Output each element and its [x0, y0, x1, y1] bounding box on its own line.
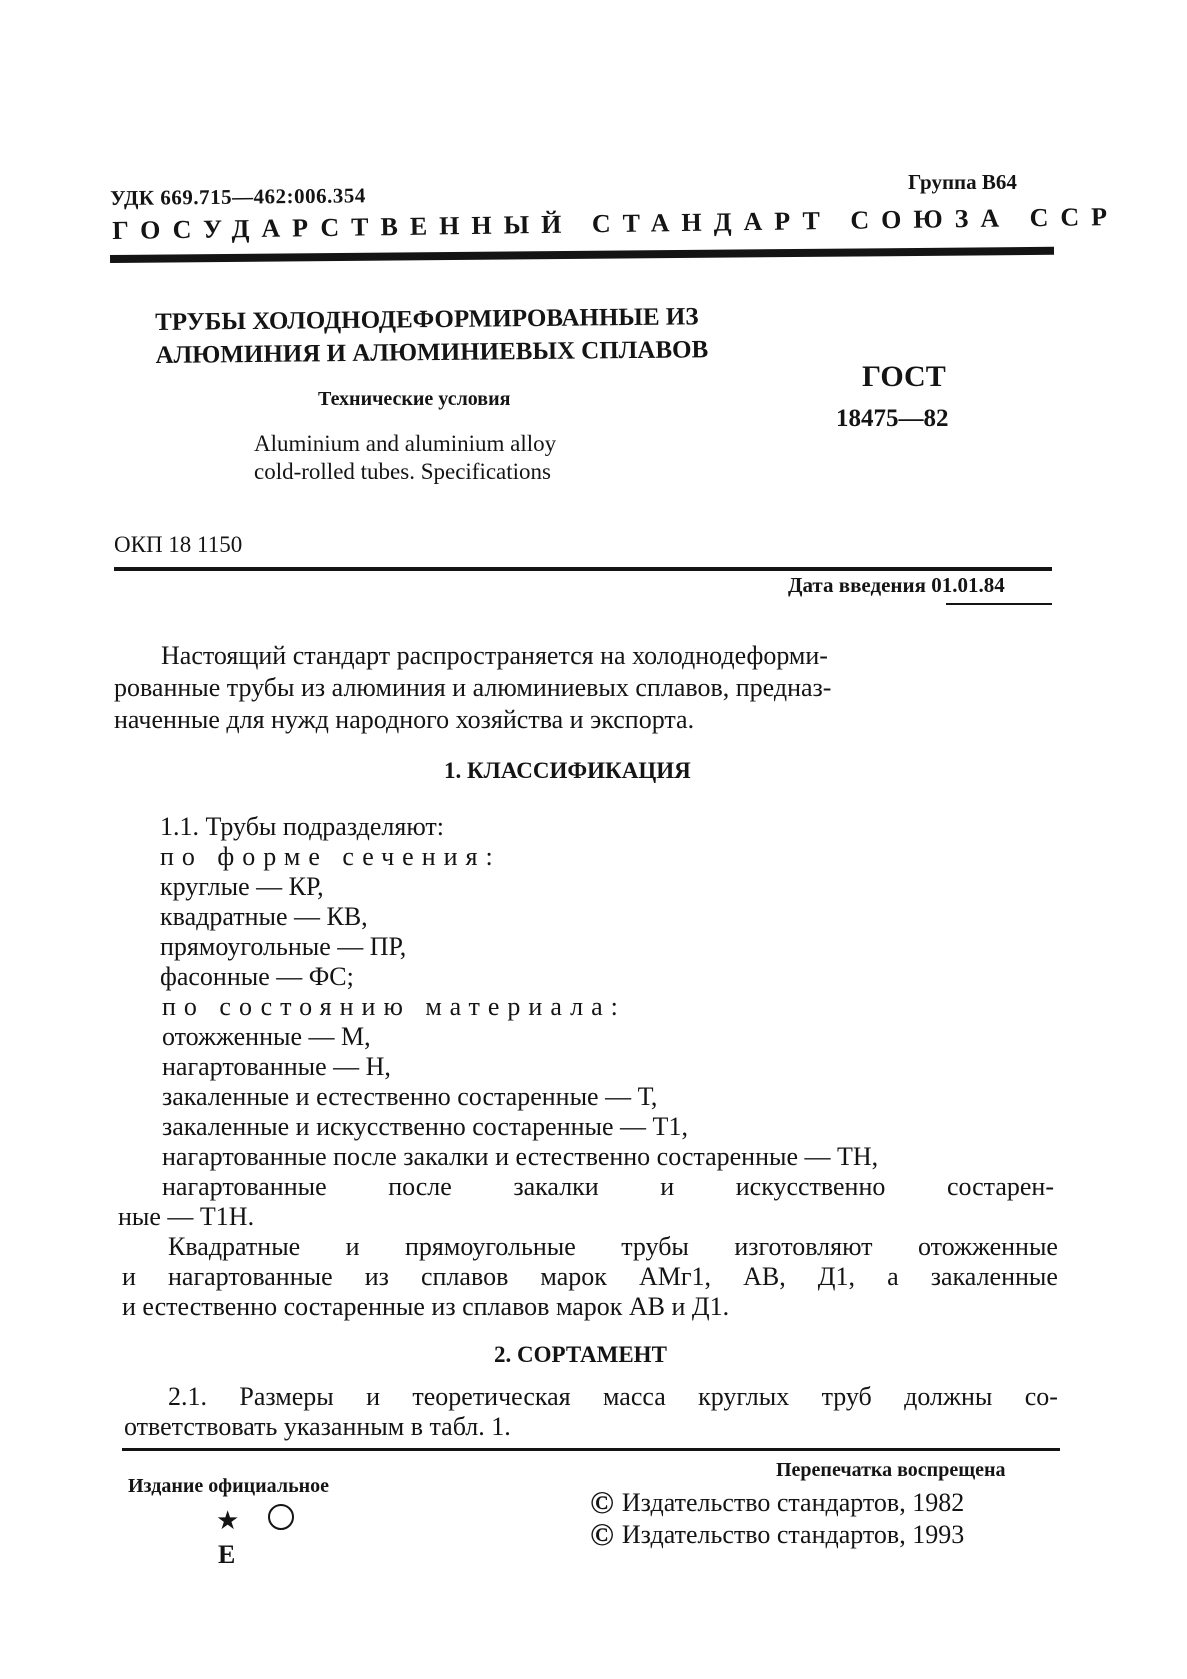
- circle-icon: [268, 1504, 294, 1530]
- word: АВ,: [743, 1262, 786, 1291]
- english-title: [254, 430, 556, 486]
- word: со-: [1024, 1382, 1058, 1411]
- word: теоретическая: [412, 1382, 571, 1411]
- word: сплавов: [421, 1262, 509, 1291]
- okp-rule: [114, 567, 1052, 571]
- intro-line: Настоящий стандарт распространяется на холоднодеформи-: [161, 641, 828, 670]
- word: состарен-: [946, 1172, 1054, 1201]
- note-line-3: и естественно состаренные из сплавов марок АВ и Д1.: [122, 1292, 730, 1321]
- word: искусственно: [735, 1172, 886, 1201]
- word: 2.1.: [168, 1382, 207, 1411]
- date-underline: [946, 603, 1052, 605]
- copyright-text: Издательство стандартов, 1982: [621, 1487, 965, 1517]
- word: после: [388, 1172, 452, 1201]
- document-title: [155, 300, 708, 372]
- copyright-text: Издательство стандартов, 1993: [621, 1519, 965, 1549]
- classification-lead: 1.1. Трубы подразделяют:: [160, 812, 445, 841]
- official-edition-label: Издание официальное: [128, 1475, 330, 1497]
- state-item: закаленные и естественно состаренные — Т,: [162, 1082, 658, 1111]
- word: нагартованные: [162, 1172, 327, 1201]
- word: закалки: [513, 1172, 599, 1201]
- gost-number: 18475—82: [836, 405, 949, 432]
- word: и: [122, 1262, 136, 1291]
- reprint-prohibited-label: Перепечатка воспрещена: [776, 1459, 1006, 1481]
- word: масса: [603, 1382, 666, 1411]
- section-2-heading: 2. СОРТАМЕНТ: [494, 1342, 667, 1367]
- header-rule: [110, 247, 1054, 263]
- udk-code: УДК 669.715—462:006.354: [110, 183, 366, 210]
- state-item: отожженные — М,: [162, 1022, 371, 1051]
- word: и: [345, 1232, 360, 1261]
- word: изготовляют: [734, 1232, 873, 1261]
- group-code: Группа В64: [908, 170, 1017, 194]
- word: трубы: [621, 1232, 689, 1261]
- word: отожженные: [917, 1232, 1058, 1261]
- word: и: [660, 1172, 675, 1201]
- shape-item: круглые — КР,: [160, 872, 324, 901]
- word: прямоугольные: [405, 1232, 576, 1261]
- section-1-heading: 1. КЛАССИФИКАЦИЯ: [444, 758, 691, 783]
- english-title-line-2: cold-rolled tubes. Specifications: [254, 459, 552, 484]
- state-item: закаленные и искусственно состаренные — Т1,: [162, 1112, 688, 1141]
- shape-item: фасонные — ФС;: [160, 962, 354, 991]
- copyright-icon: ©: [590, 1484, 614, 1520]
- word: круглых: [698, 1382, 790, 1411]
- word: нагартованные: [168, 1262, 333, 1291]
- word: Д1,: [817, 1262, 856, 1291]
- okp-code: ОКП 18 1150: [114, 532, 243, 557]
- state-item: нагартованные — Н,: [162, 1052, 391, 1081]
- footer-rule: [122, 1448, 1060, 1451]
- section-2-line-1: [168, 1382, 1058, 1412]
- word: и: [366, 1382, 381, 1411]
- state-item-last: [162, 1172, 1054, 1202]
- english-title-line-1: Aluminium and aluminium alloy: [254, 431, 557, 456]
- word: Размеры: [239, 1382, 334, 1411]
- by-shape-label: по форме сечения:: [160, 842, 501, 871]
- note-line-2: [122, 1262, 1058, 1292]
- copyright-line-2: [590, 1516, 964, 1553]
- copyright-icon: ©: [590, 1516, 614, 1552]
- edition-mark: Е: [218, 1540, 236, 1569]
- section-2-line-2: ответствовать указанным в табл. 1.: [124, 1412, 511, 1441]
- document-subtitle: Технические условия: [318, 388, 511, 410]
- title-line-1: ТРУБЫ ХОЛОДНОДЕФОРМИРОВАННЫЕ ИЗ: [155, 303, 699, 336]
- intro-line: рованные трубы из алюминия и алюминиевых сплавов, предназ-: [114, 673, 832, 702]
- word: марок: [540, 1262, 607, 1291]
- intro-line: наченные для нужд народного хозяйства и экспорта.: [114, 705, 695, 734]
- note-line-1: [168, 1232, 1058, 1262]
- word: а: [887, 1262, 899, 1291]
- word: закаленные: [930, 1262, 1058, 1291]
- shape-item: прямоугольные — ПР,: [160, 932, 407, 961]
- word: должны: [904, 1382, 993, 1411]
- by-state-label: по состоянию материала:: [162, 992, 626, 1021]
- introduction-date: Дата введения 01.01.84: [788, 573, 1005, 597]
- shape-item: квадратные — КВ,: [160, 902, 368, 931]
- word: труб: [821, 1382, 872, 1411]
- title-line-2: АЛЮМИНИЯ И АЛЮМИНИЕВЫХ СПЛАВОВ: [155, 336, 709, 369]
- word: АМг1,: [638, 1262, 712, 1291]
- state-item: нагартованные после закалки и естественно состаренные — ТН,: [162, 1142, 879, 1171]
- intro-paragraph: [114, 640, 831, 736]
- state-item-last-end: ные — Т1Н.: [118, 1202, 255, 1231]
- word: из: [364, 1262, 389, 1291]
- state-standard-heading: ГОСУДАРСТВЕННЫЙ СТАНДАРТ СОЮЗА ССР: [112, 201, 1120, 245]
- gost-label: ГОСТ: [862, 360, 946, 393]
- star-icon: ★: [216, 1506, 240, 1535]
- word: Квадратные: [168, 1232, 301, 1261]
